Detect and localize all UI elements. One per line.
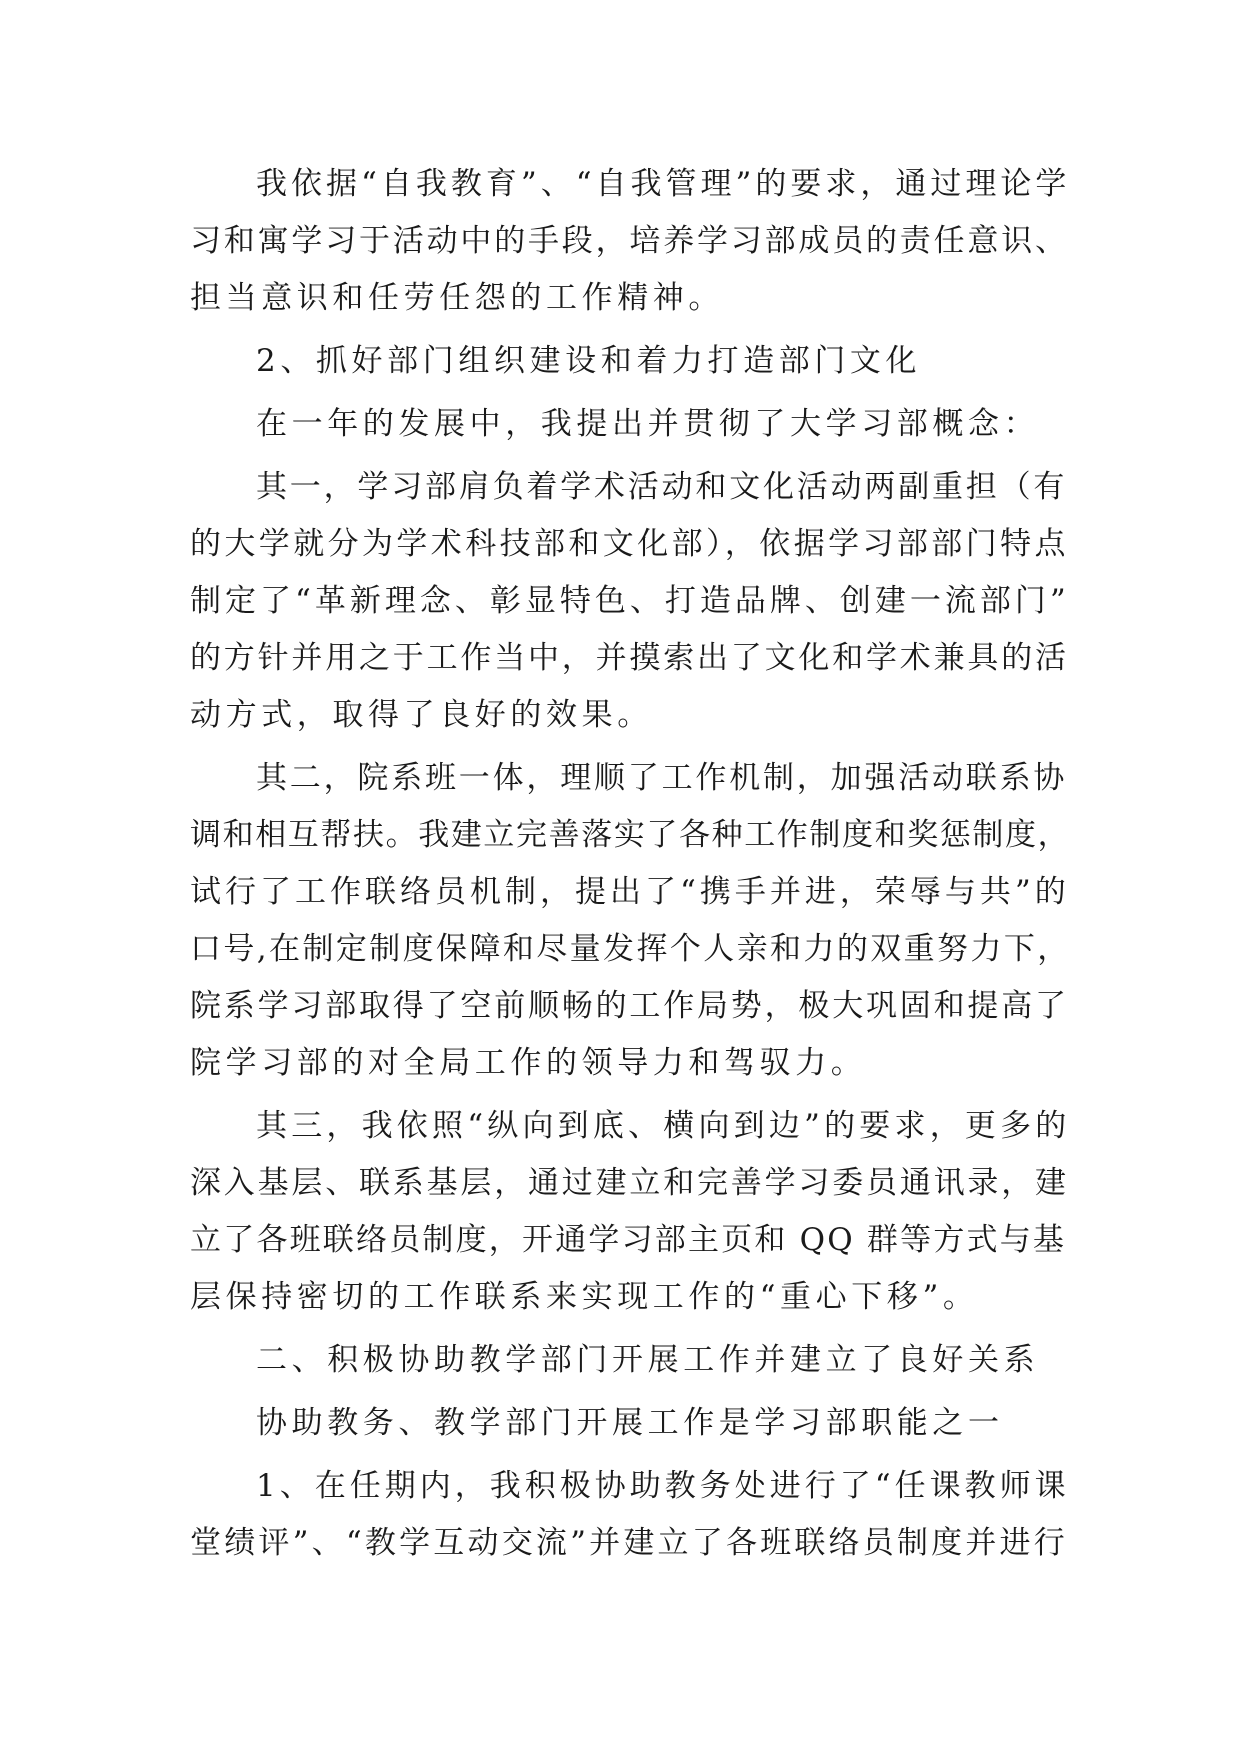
paragraph-line: 试行了工作联络员机制，提出了“携手并进，荣辱与共”的 bbox=[190, 874, 1070, 910]
section-heading: 2、抓好部门组织建设和着力打造部门文化 bbox=[256, 343, 922, 379]
paragraph-line: 院系学习部取得了空前顺畅的工作局势，极大巩固和提高了 bbox=[190, 988, 1069, 1024]
paragraph-line: 我依据“自我教育”、“自我管理”的要求，通过理论学 bbox=[256, 166, 1071, 202]
paragraph-line: 1、在任期内，我积极协助教务处进行了“任课教师课 bbox=[256, 1468, 1070, 1504]
paragraph-line: 调和相互帮扶。我建立完善落实了各种工作制度和奖惩制度， bbox=[190, 817, 1071, 853]
paragraph-line: 立了各班联络员制度，开通学习部主页和 QQ 群等方式与基 bbox=[190, 1222, 1067, 1258]
paragraph-line: 担当意识和任劳任怨的工作精神。 bbox=[190, 280, 724, 316]
paragraph-line: 在一年的发展中，我提出并贯彻了大学习部概念： bbox=[256, 406, 1040, 442]
paragraph-line: 层保持密切的工作联系来实现工作的“重心下移”。 bbox=[190, 1279, 979, 1315]
paragraph-line: 协助教务、教学部门开展工作是学习部职能之一 bbox=[256, 1405, 1004, 1441]
paragraph-line: 习和寓学习于活动中的手段，培养学习部成员的责任意识、 bbox=[190, 223, 1069, 259]
paragraph-line: 的大学就分为学术科技部和文化部），依据学习部部门特点 bbox=[190, 526, 1069, 562]
paragraph-line: 堂绩评”、“教学互动交流”并建立了各班联络员制度并进行 bbox=[190, 1525, 1068, 1561]
paragraph-line: 其二，院系班一体，理顺了工作机制，加强活动联系协 bbox=[256, 760, 1068, 796]
paragraph-line: 的方针并用之于工作当中，并摸索出了文化和学术兼具的活 bbox=[190, 640, 1069, 676]
paragraph-line: 其一，学习部肩负着学术活动和文化活动两副重担（有 bbox=[256, 469, 1068, 505]
paragraph-line: 深入基层、联系基层，通过建立和完善学习委员通讯录，建 bbox=[190, 1165, 1069, 1201]
paragraph-line: 其三，我依照“纵向到底、横向到边”的要求，更多的 bbox=[256, 1108, 1071, 1144]
paragraph-line: 动方式，取得了良好的效果。 bbox=[190, 697, 653, 733]
section-heading: 二、积极协助教学部门开展工作并建立了良好关系 bbox=[256, 1342, 1040, 1378]
paragraph-line: 制定了“革新理念、彰显特色、打造品牌、创建一流部门” bbox=[190, 583, 1070, 619]
paragraph-line: 院学习部的对全局工作的领导力和驾驭力。 bbox=[190, 1045, 867, 1081]
paragraph-line: 口号,在制定制度保障和尽量发挥个人亲和力的双重努力下， bbox=[190, 931, 1071, 967]
